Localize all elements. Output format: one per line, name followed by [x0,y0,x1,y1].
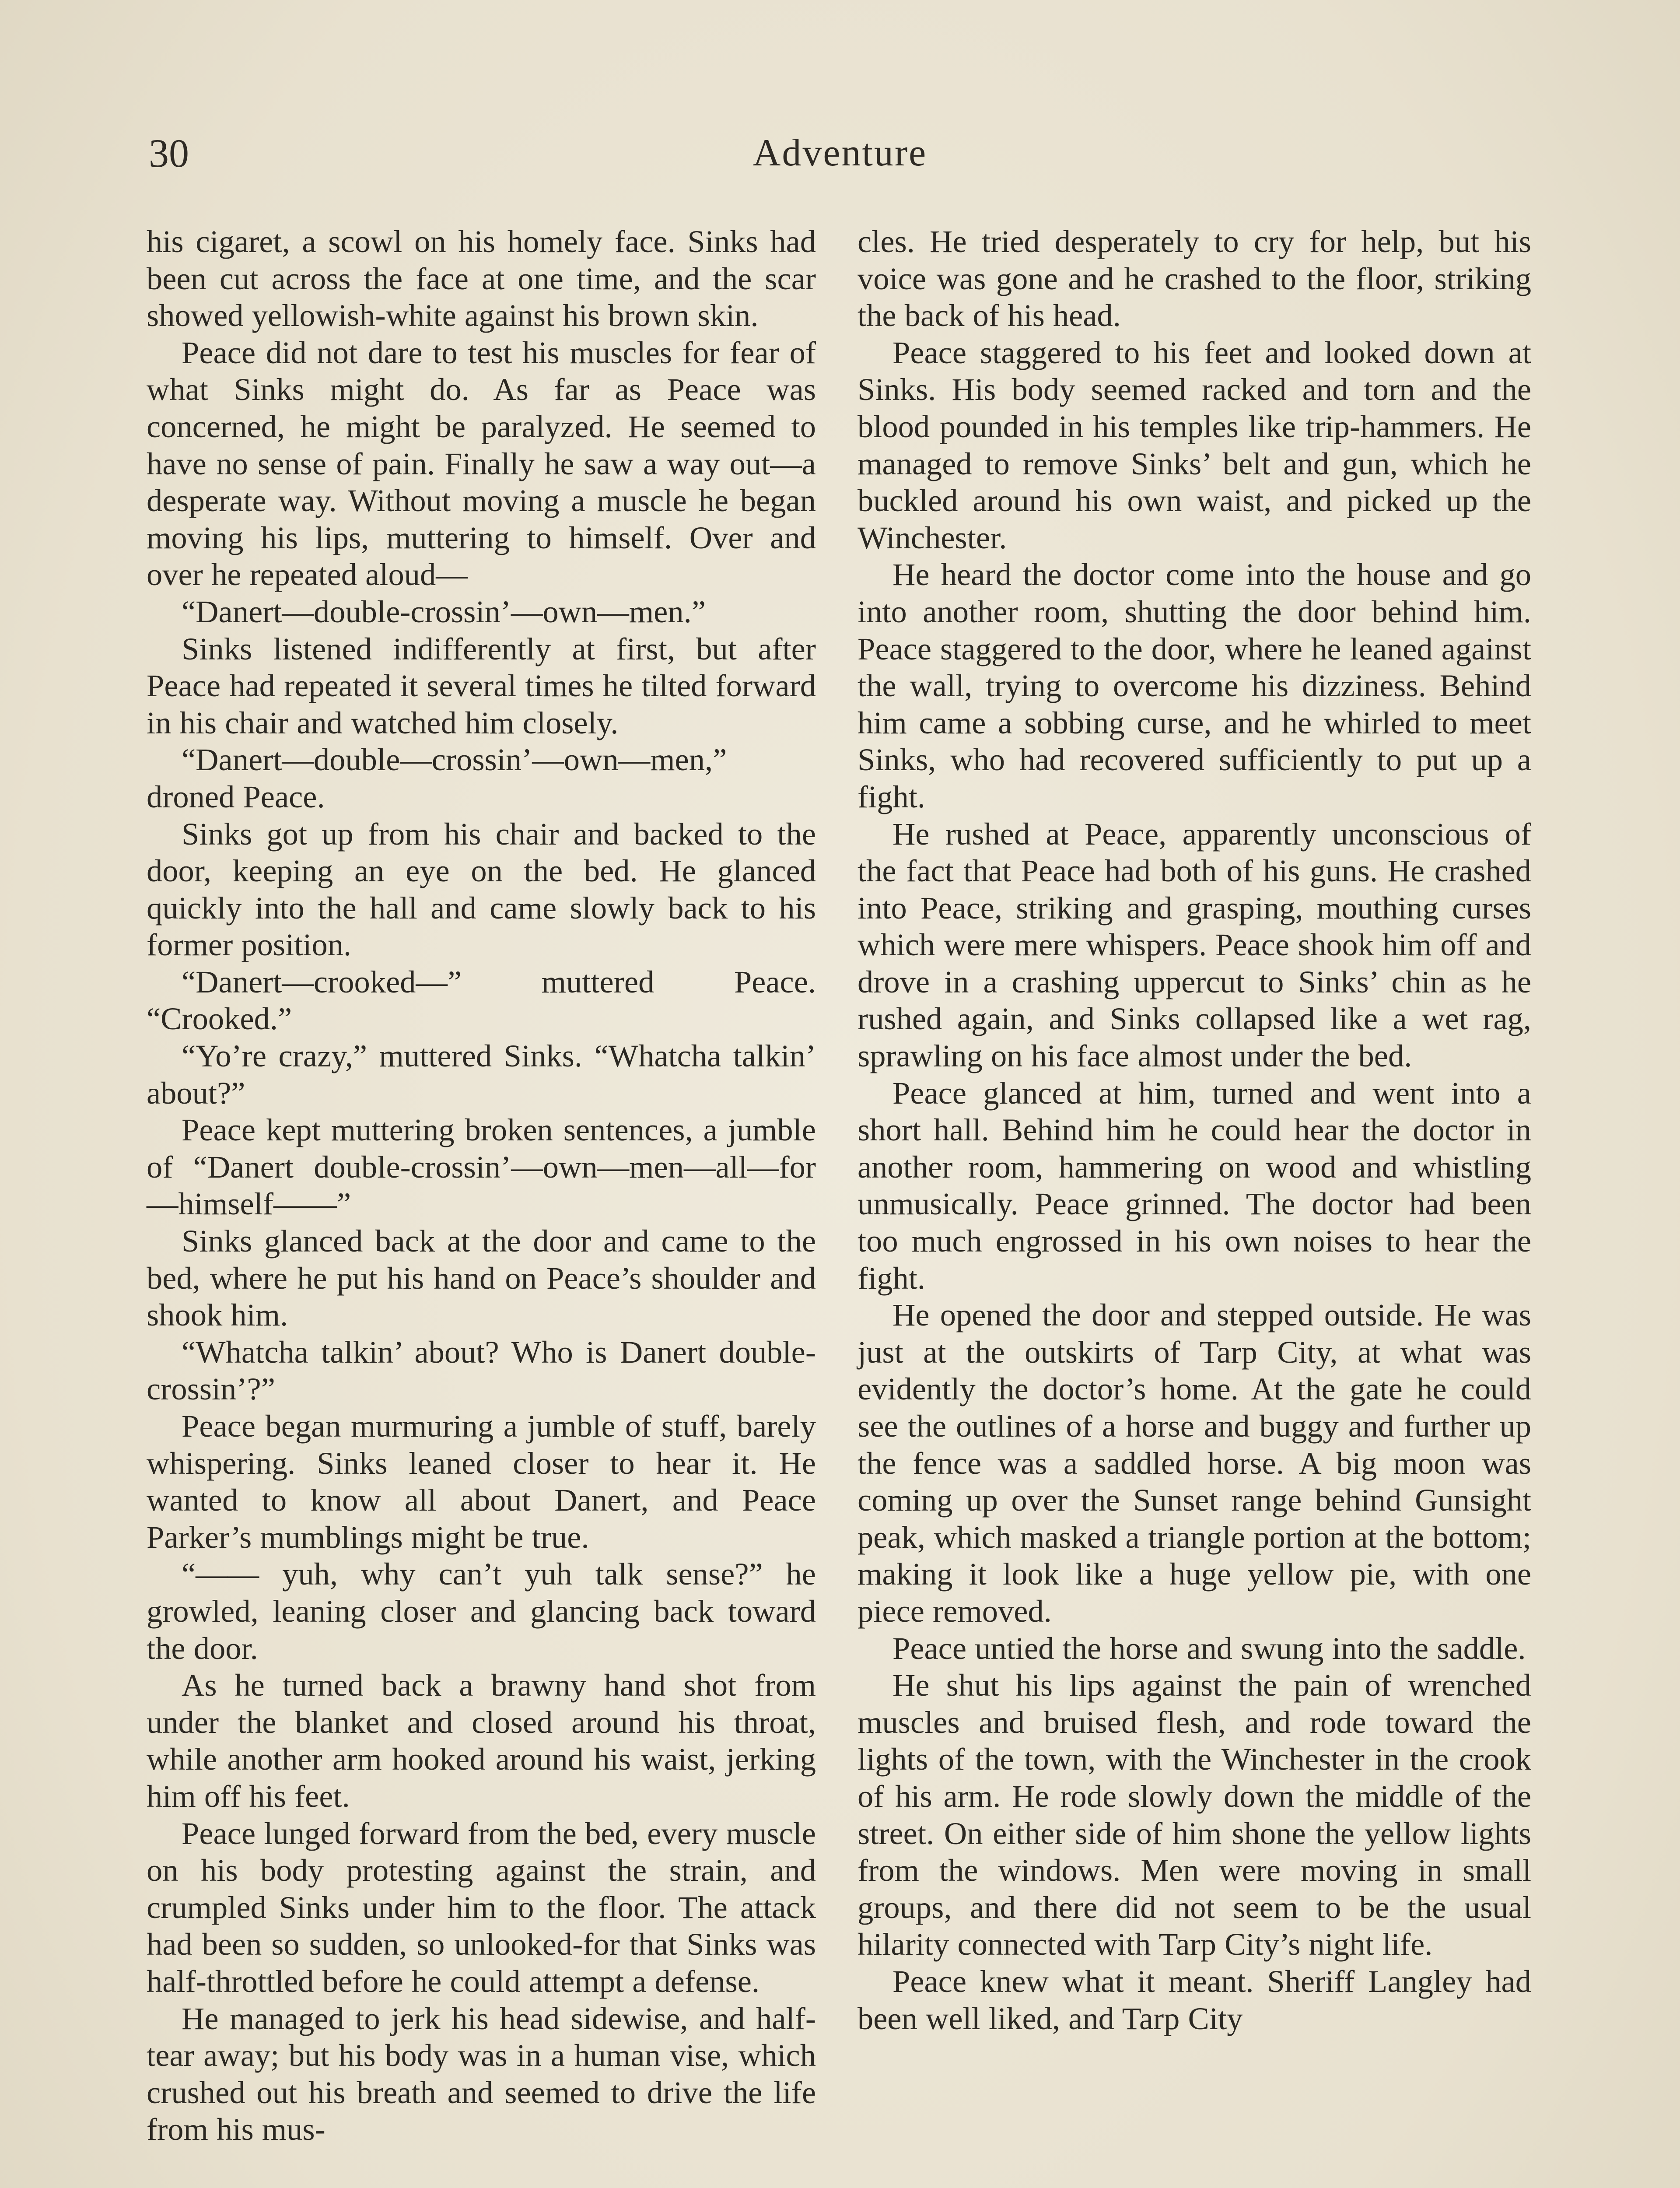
paragraph: “Danert—double-crossin’—own—men.” [182,593,706,629]
paragraph: Sinks got up from his chair and backed to the door, keeping an eye on the bed. He glanced quickly into the hall and came slowly back to his former position. [147,816,816,963]
paragraph: Peace glanced at him, turned and went into a short hall. Behind him he could hear the doctor in another room, hammering on wood and whistling unmusically. Peace grinned. The doctor had been too much engrossed in his own noises to hear the fight. [858,1075,1531,1296]
paragraph: He shut his lips against the pain of wrenched muscles and bruised flesh, and rode toward the lights of the town, with the Winchester in the crook of his arm. He rode slowly down the middle of the street. On either side of him shone the yellow lights from the windows. Men were moving in small groups, and there did not seem to be the usual hilarity connected with Tarp City’s night life. [858,1667,1531,1962]
page-header [0,127,1680,179]
paragraph: “—— yuh, why can’t yuh talk sense?” he growled, leaning closer and glancing back toward the door. [147,1556,816,1666]
paragraph: Peace kept muttering broken sentences, a jumble of “Danert double-crossin’—own—men—all—for—himself——” [147,1112,816,1222]
paragraph: He heard the doctor come into the house and go into another room, shutting the door behind him. Peace staggered to the door, where he leaned against the wall, trying to overcome his dizziness. Behind him came a sobbing curse, and he whirled to meet Sinks, who had recovered sufficiently to put up a fight. [858,557,1531,814]
paragraph: He rushed at Peace, apparently unconscious of the fact that Peace had both of his guns. He crashed into Peace, striking and grasping, mouthing curses which were mere whispers. Peace shook him off and drove in a crashing uppercut to Sinks’ chin as he rushed again, and Sinks collapsed like a wet rag, sprawling on his face almost under the bed. [858,816,1531,1074]
paragraph: cles. He tried desperately to cry for help, but his voice was gone and he crashed to the floor, striking the back of his head. [858,224,1531,333]
paragraph: his cigaret, a scowl on his homely face. Sinks had been cut across the face at one time, and the scar showed yellowish-white against his brown skin. [147,224,816,333]
text-column-right [858,223,1531,2037]
running-title: Adventure [752,132,928,174]
paragraph: Sinks glanced back at the door and came to the bed, where he put his hand on Peace’s shoulder and shook him. [147,1223,816,1333]
paragraph: Peace began murmuring a jumble of stuff, barely whispering. Sinks leaned closer to hear it. He wanted to know all about Danert, and Peace Parker’s mumblings might be true. [147,1408,816,1555]
paragraph: “Danert—double—crossin’—own—men,” droned Peace. [147,742,727,814]
paragraph: Peace untied the horse and swung into the saddle. [892,1630,1526,1666]
page-number: 30 [149,131,189,175]
paragraph: He managed to jerk his head sidewise, and half-tear away; but his body was in a human vise, which crushed out his breath and seemed to drive the life from his mus- [147,2000,816,2147]
paragraph: Peace knew what it meant. Sheriff Langley had been well liked, and Tarp City [858,1963,1531,2036]
paragraph: As he turned back a brawny hand shot from under the blanket and closed around his throat, while another arm hooked around his waist, jerking him off his feet. [147,1667,816,1814]
paragraph: “Yo’re crazy,” muttered Sinks. “Whatcha talkin’ about?” [147,1038,816,1111]
paragraph: Peace did not dare to test his muscles for fear of what Sinks might do. As far as Peace was concerned, he might be paralyzed. He seemed to have no sense of pain. Finally he saw a way out—a desperate way. Without moving a muscle he began moving his lips, muttering to himself. Over and over he repeated aloud— [147,334,816,593]
text-column-left [147,223,816,2148]
paragraph: Sinks listened indifferently at first, but after Peace had repeated it several times he tilted forward in his chair and watched him closely. [147,631,816,740]
paragraph: “Whatcha talkin’ about? Who is Danert double-crossin’?” [147,1334,816,1407]
paragraph: Peace staggered to his feet and looked down at Sinks. His body seemed racked and torn and the blood pounded in his temples like trip-hammers. He managed to remove Sinks’ belt and gun, which he buckled around his own waist, and picked up the Winchester. [858,334,1531,555]
paragraph: “Danert—crooked—” muttered Peace. “Crooked.” [147,964,816,1037]
paragraph: Peace lunged forward from the bed, every muscle on his body protesting against the strain, and crumpled Sinks under him to the floor. The attack had been so sudden, so unlooked-for that Sinks was half-throttled before he could attempt a defense. [147,1815,816,1999]
paragraph: He opened the door and stepped outside. He was just at the outskirts of Tarp City, at what was evidently the doctor’s home. At the gate he could see the outlines of a horse and buggy and further up the fence was a saddled horse. A big moon was coming up over the Sunset range behind Gunsight peak, which masked a triangle portion at the bottom; making it look like a huge yellow pie, with one piece removed. [858,1297,1531,1629]
